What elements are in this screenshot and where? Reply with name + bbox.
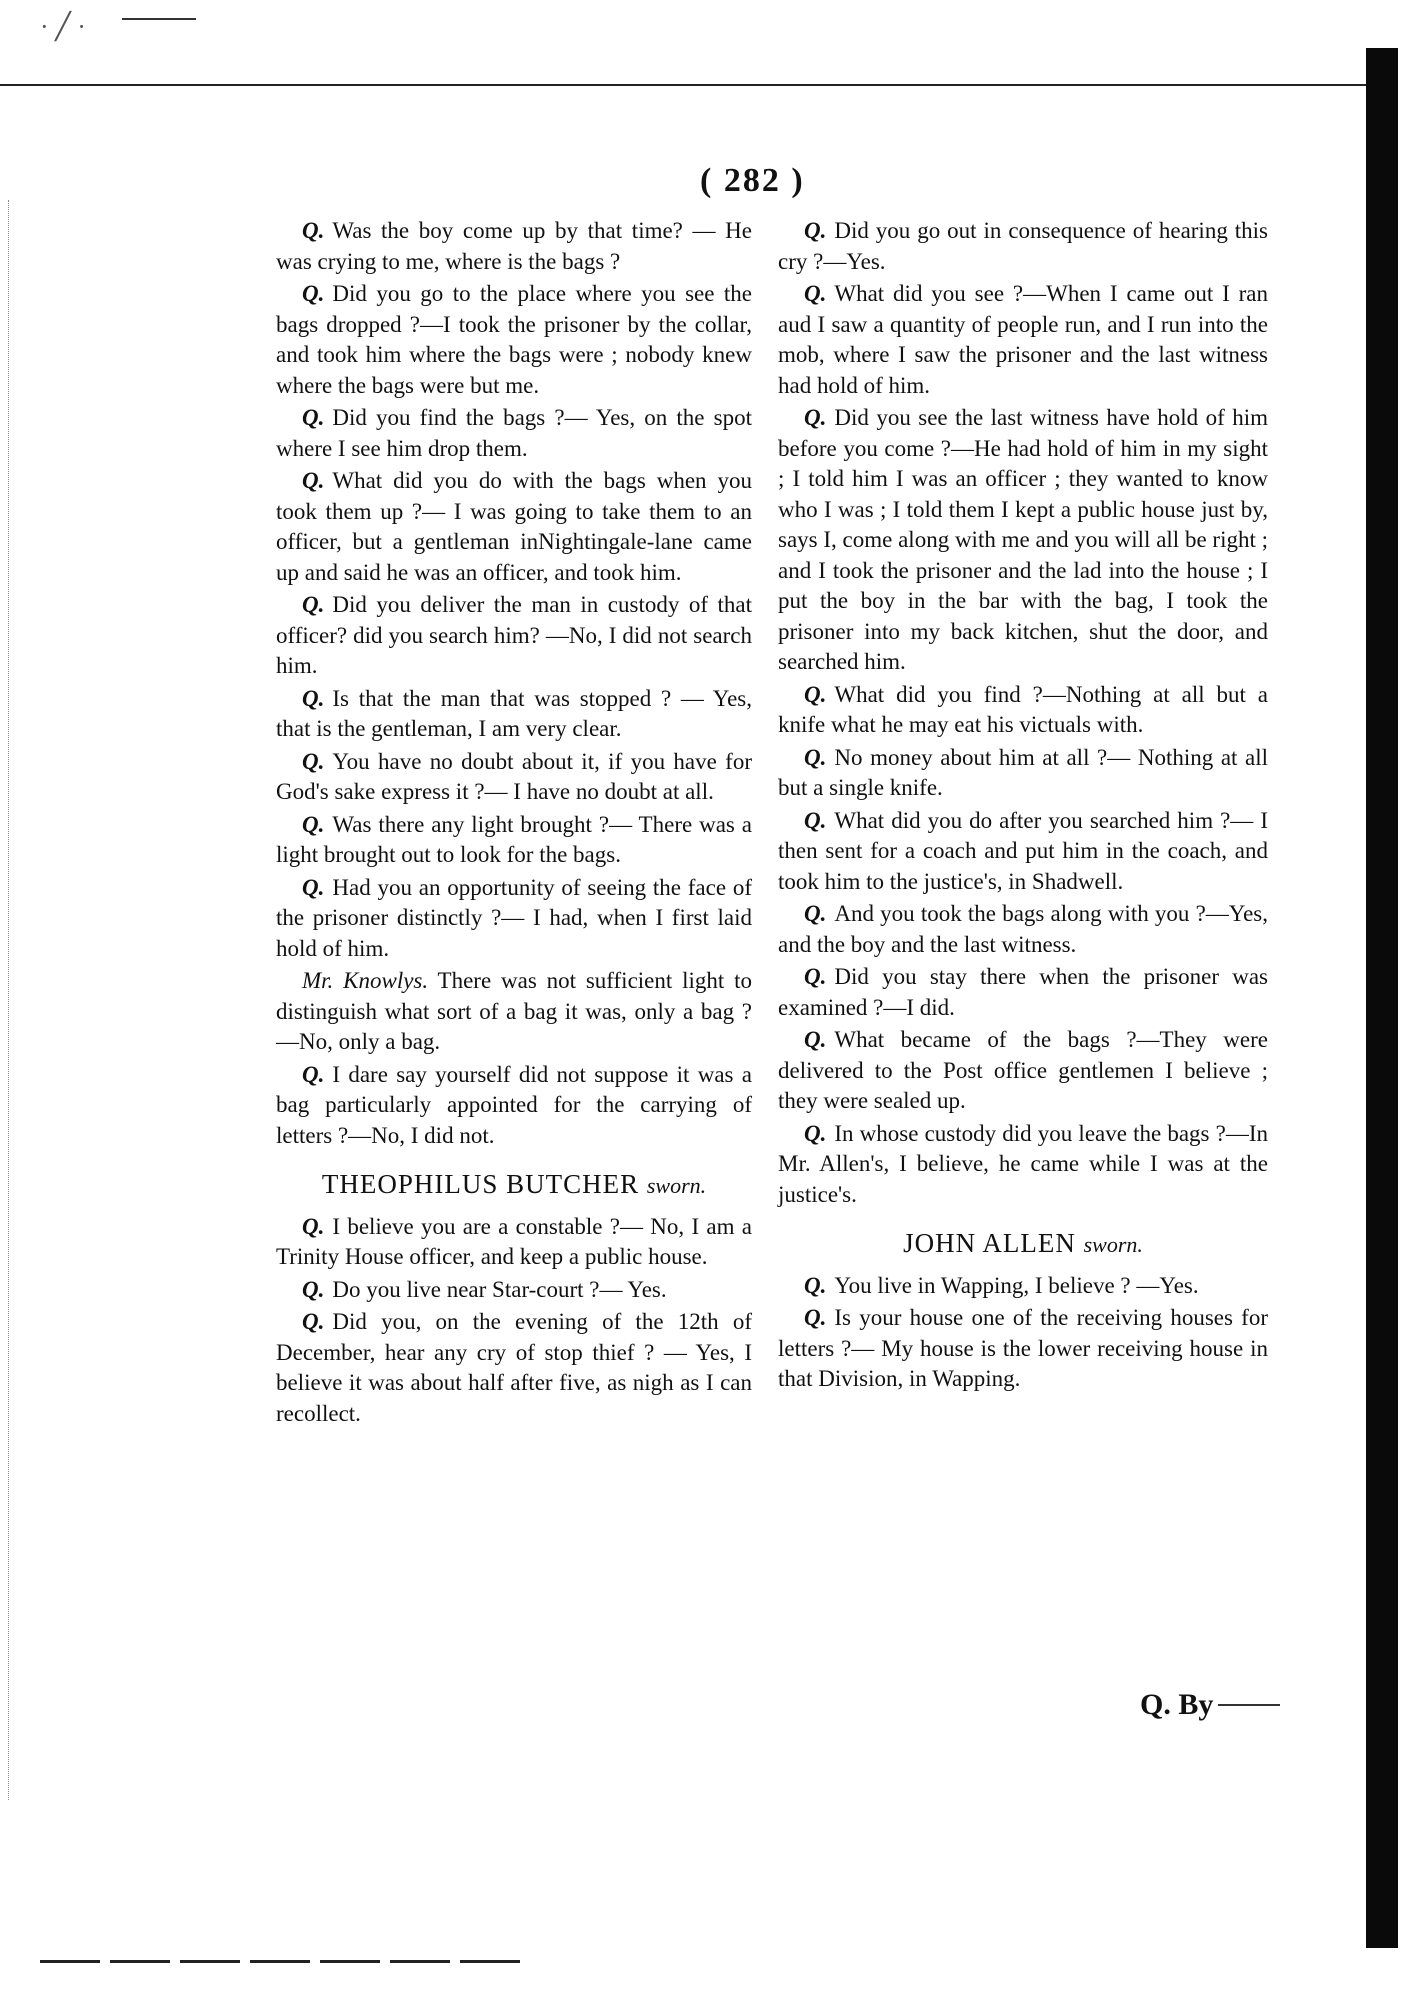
testimony-text: You live in Wapping, I believe ? —Yes. <box>834 1272 1199 1298</box>
scan-specks: · ╱ · <box>40 12 86 41</box>
testimony-text: What did you do after you searched him ?— I then sent for a coach and put him in the coach, and took him to the justice's, in Shadwell. <box>778 807 1268 894</box>
testimony-paragraph <box>778 743 1268 804</box>
testimony-text: In whose custody did you leave the bags ?—In Mr. Allen's, I believe, he came while I was at the justice's. <box>778 1120 1268 1207</box>
testimony-text: What became of the bags ?—They were delivered to the Post office gentlemen I believe ; they were sealed up. <box>778 1027 1268 1113</box>
testimony-text: Do you live near Star-court ?— Yes. <box>332 1276 667 1302</box>
testimony-text: Was the boy come up by that time? — He was crying to me, where is the bags ? <box>276 218 752 274</box>
testimony-paragraph <box>778 1025 1268 1117</box>
question-marker: Q. <box>302 405 325 430</box>
question-marker: Q. <box>804 405 827 430</box>
testimony-paragraph <box>276 1307 752 1429</box>
question-marker: Q. <box>302 592 325 617</box>
question-marker: Q. <box>302 748 325 774</box>
question-marker: Q. <box>302 1276 325 1302</box>
testimony-paragraph <box>276 590 752 682</box>
testimony-paragraph <box>778 1303 1268 1395</box>
testimony-paragraph <box>276 873 752 965</box>
testimony-paragraph <box>778 1271 1268 1302</box>
testimony-paragraph <box>276 684 752 745</box>
testimony-text: And you took the bags along with you ?—Yes, and the boy and the last witness. <box>778 901 1268 957</box>
question-marker: Q. <box>302 811 325 837</box>
testimony-text: Did you stay there when the prisoner was examined ?—I did. <box>778 964 1268 1020</box>
testimony-paragraph <box>276 1060 752 1152</box>
testimony-text: Is your house one of the receiving houses for letters ?— My house is the lower receiving house in that Division, in Wapping. <box>778 1305 1268 1391</box>
right-column <box>778 216 1268 1397</box>
testimony-text: I believe you are a constable ?— No, I am a Trinity House officer, and keep a public house. <box>276 1213 752 1269</box>
testimony-text: What did you do with the bags when you took them up ?— I was going to take them to an officer, but a gentleman inNightingale-lane came up and said he was an officer, and took him. <box>276 468 752 585</box>
testimony-text: Was there any light brought ?— There was a light brought out to look for the bags. <box>276 811 752 867</box>
testimony-text: No money about him at all ?— Nothing at all but a single knife. <box>778 744 1268 800</box>
testimony-text: Did you, on the evening of the 12th of December, hear any cry of stop thief ? — Yes, I believe it was about half after five, as nigh as I can recollect. <box>276 1309 752 1426</box>
testimony-paragraph <box>276 216 752 277</box>
question-marker: Q. <box>302 468 325 493</box>
book-spine-shadow <box>1366 48 1398 1948</box>
testimony-text: What did you find ?—Nothing at all but a knife what he may eat his victuals with. <box>778 681 1268 737</box>
testimony-paragraph <box>276 403 752 464</box>
testimony-paragraph <box>778 899 1268 960</box>
testimony-paragraph <box>778 279 1268 401</box>
bottom-scan-rule <box>40 1960 520 1963</box>
testimony-text: Did you go to the place where you see the bags dropped ?—I took the prisoner by the collar, and took him where the bags were ; nobody knew where the bags were but me. <box>276 281 752 398</box>
catchword: Q. By <box>1140 1688 1214 1721</box>
testimony-paragraph <box>276 1212 752 1273</box>
testimony-paragraph <box>276 747 752 808</box>
page-number: ( 282 ) <box>700 162 805 199</box>
question-marker: Q. <box>804 1305 827 1330</box>
catchword-rule <box>1218 1704 1280 1706</box>
testimony-paragraph <box>276 966 752 1058</box>
sworn-label: sworn. <box>1083 1232 1143 1257</box>
testimony-paragraph <box>778 962 1268 1023</box>
testimony-paragraph <box>778 680 1268 741</box>
testimony-text: There was not sufficient light to distinguish what sort of a bag it was, only a bag ?—No, only a bag. <box>276 968 752 1054</box>
question-marker: Q. <box>804 1027 827 1052</box>
question-marker: Q. <box>804 218 827 243</box>
question-marker: Q. <box>804 744 827 770</box>
speaker-name: Mr. Knowlys. <box>302 968 429 993</box>
testimony-paragraph <box>778 216 1268 277</box>
left-column <box>276 216 752 1431</box>
testimony-text: You have no doubt about it, if you have for God's sake express it ?— I have no doubt at all. <box>276 748 752 804</box>
question-marker: Q. <box>302 874 325 900</box>
question-marker: Q. <box>804 681 827 707</box>
testimony-text: Had you an opportunity of seeing the face of the prisoner distinctly ?— I had, when I first laid hold of him. <box>276 874 752 961</box>
question-marker: Q. <box>804 964 827 989</box>
question-marker: Q. <box>804 1272 827 1298</box>
testimony-text: Did you go out in consequence of hearing this cry ?—Yes. <box>778 218 1268 274</box>
left-margin-marks <box>8 200 49 1800</box>
question-marker: Q. <box>302 281 325 306</box>
question-marker: Q. <box>804 1120 827 1146</box>
testimony-text: Is that the man that was stopped ? — Yes, that is the gentleman, I am very clear. <box>276 685 752 741</box>
testimony-text: What did you see ?—When I came out I ran aud I saw a quantity of people run, and I run into the mob, where I saw the prisoner and the last witness had hold of him. <box>778 281 1268 398</box>
question-marker: Q. <box>302 1213 325 1239</box>
testimony-text: I dare say yourself did not suppose it was a bag particularly appointed for the carrying of letters ?—No, I did not. <box>276 1061 752 1148</box>
testimony-paragraph <box>778 1119 1268 1211</box>
witness-heading <box>276 1169 752 1202</box>
question-marker: Q. <box>804 807 827 833</box>
question-marker: Q. <box>804 281 827 306</box>
sworn-label: sworn. <box>646 1173 707 1198</box>
testimony-text: Did you find the bags ?— Yes, on the spot where I see him drop them. <box>276 405 752 461</box>
question-marker: Q. <box>804 901 827 926</box>
witness-name: JOHN ALLEN <box>903 1228 1076 1258</box>
testimony-paragraph <box>778 806 1268 898</box>
question-marker: Q. <box>302 1309 325 1334</box>
testimony-paragraph <box>276 279 752 401</box>
question-marker: Q. <box>302 1061 325 1087</box>
testimony-text: Did you deliver the man in custody of that officer? did you search him? —No, I did not search him. <box>276 592 752 678</box>
question-marker: Q. <box>302 218 325 243</box>
witness-heading <box>778 1228 1268 1261</box>
testimony-paragraph <box>276 1275 752 1306</box>
witness-name: THEOPHILUS BUTCHER <box>321 1169 640 1199</box>
page-top-edge <box>0 84 1370 86</box>
scan-mark <box>122 18 196 20</box>
question-marker: Q. <box>302 685 325 711</box>
testimony-text: Did you see the last witness have hold of him before you come ?—He had hold of him in my sight ; I told him I was an officer ; they wanted to know who I was ; I told them I kept a public house just by, says I, come along with me and you will all be right ; and I took the prisoner and the lad into the house ; I put the boy in the bar with the bag, I took the prisoner into my back kitchen, shut the door, and searched him. <box>778 405 1268 674</box>
testimony-paragraph <box>778 403 1268 678</box>
testimony-paragraph <box>276 810 752 871</box>
testimony-paragraph <box>276 466 752 588</box>
